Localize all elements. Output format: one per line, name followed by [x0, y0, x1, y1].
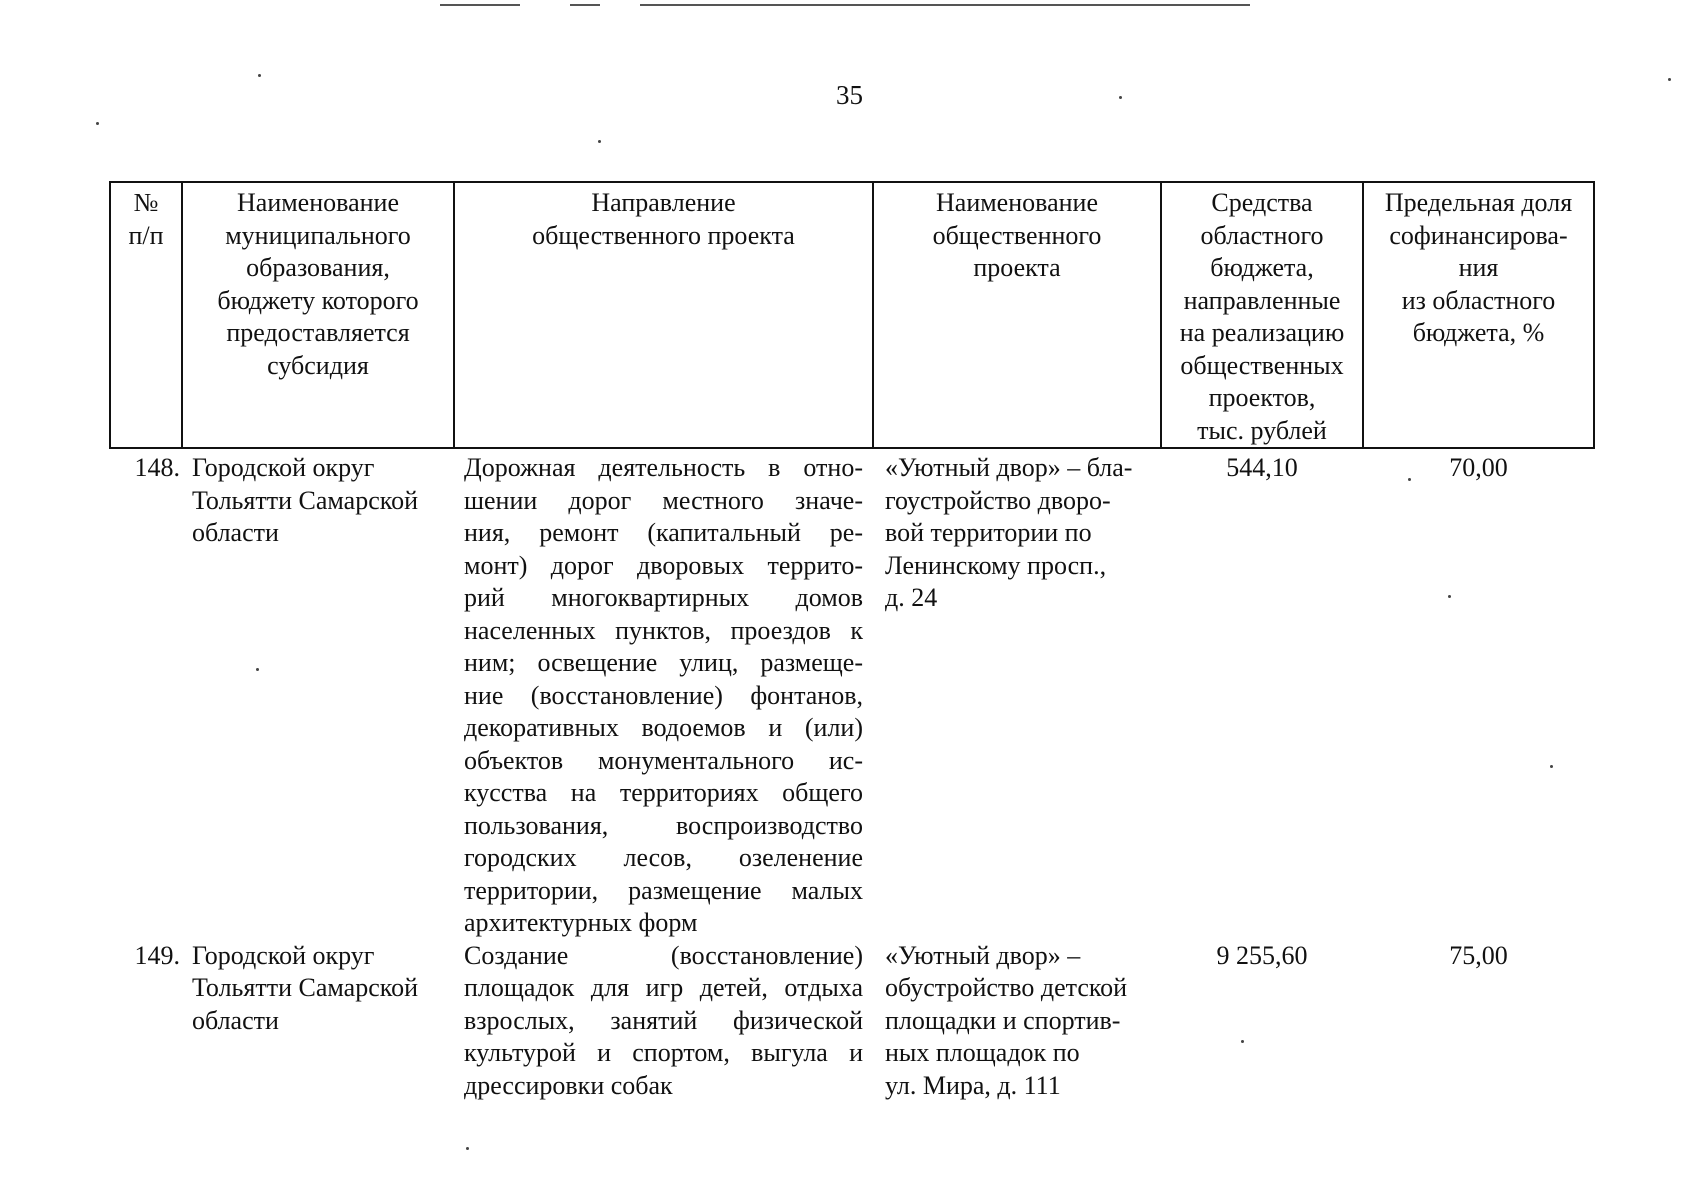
- scan-speck: [96, 122, 99, 125]
- scan-top-line: [640, 4, 1250, 6]
- direction-cell: Дорожная деятельность в отно- шении дорог местного значе- ния, ремонт (капитальный ре- монт) дорог дворовых террито- рий многоквартирных домов населенных пунктов, проездов к ним; освещение улиц, размеще- ние (восстановление) фонтанов, декоративных водоемов и (или) объектов монументального ис- кусства на территориях общего пользования, воспроизводство городских лесов, озеленение территории, размещение малых архитектурных форм: [464, 453, 863, 937]
- scan-speck: [598, 140, 601, 143]
- header-cofinancing-share: Предельная доля софинансирова- ния из областного бюджета, %: [1363, 182, 1594, 448]
- municipality-cell: Городской округ Тольятти Самарской области: [192, 940, 418, 1035]
- scan-speck: [466, 1147, 469, 1150]
- header-direction: Направление общественного проекта: [454, 182, 873, 448]
- scan-top-line: [570, 4, 600, 6]
- table-row: [110, 940, 1594, 1103]
- header-regional-funds: Средства областного бюджета, направленные на реализацию общественных проектов, тыс. рублей: [1161, 182, 1363, 448]
- scan-top-line: [440, 4, 520, 6]
- funds-cell: 544,10: [1226, 453, 1298, 482]
- project-cell: «Уютный двор» – бла- гоустройство дворо- вой территории по Ленинскому просп., д. 24: [885, 453, 1133, 612]
- project-cell: «Уютный двор» – обустройство детской площадки и спортив- ных площадок по ул. Мира, д. 111: [885, 940, 1128, 1100]
- page-number: 35: [836, 80, 863, 110]
- row-number: 148.: [134, 453, 180, 482]
- header-number: № п/п: [110, 182, 182, 448]
- row-number: 149.: [134, 940, 180, 970]
- scan-speck: [258, 74, 261, 77]
- header-municipality: Наименование муниципального образования, бюджету которого предоставляется субсидия: [182, 182, 454, 448]
- table-header: [110, 182, 1594, 448]
- funds-cell: 9 255,60: [1216, 940, 1308, 970]
- share-cell: 70,00: [1449, 453, 1508, 482]
- share-cell: 75,00: [1449, 940, 1508, 970]
- table-row: [110, 448, 1594, 940]
- header-project-name: Наименование общественного проекта: [873, 182, 1161, 448]
- municipality-cell: Городской округ Тольятти Самарской области: [192, 453, 418, 547]
- subsidy-table: [109, 181, 1595, 1102]
- direction-cell: Создание (восстановление) площадок для игр детей, отдыха взрослых, занятий физической культурой и спортом, выгула и дрессировки собак: [464, 940, 863, 1100]
